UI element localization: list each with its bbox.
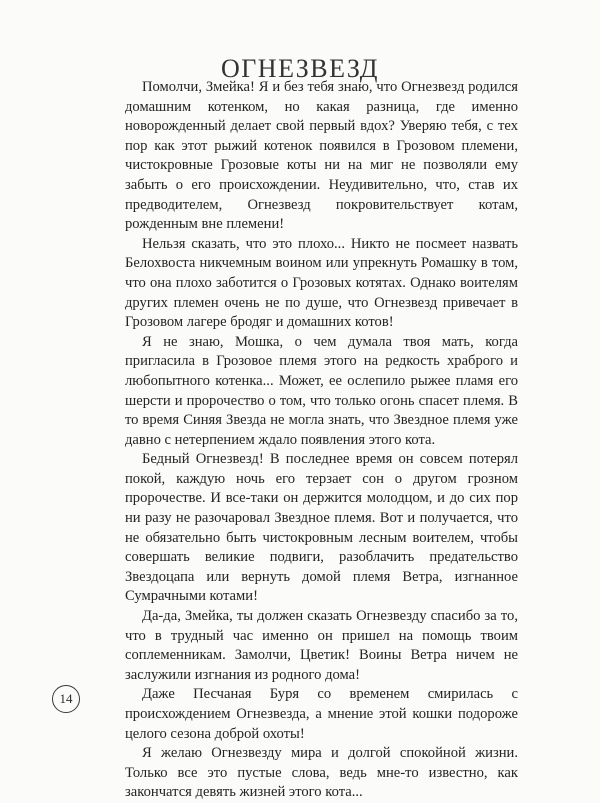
- paragraph: Я желаю Огнезвезду мира и долгой спокойной жизни. Только все это пустые слова, ведь мне-то известно, как закончатся девять жизней этого кота...: [125, 745, 518, 801]
- page-title: ОГНЕЗВЕЗД: [220, 54, 380, 84]
- paragraph: Помолчи, Змейка! Я и без тебя знаю, что Огнезвезд родился домашним котенком, но какая разница, где именно новорожденный делает свой первый вдох? Уверяю тебя, с тех пор как этот рыжий котенок появился в Грозовом племени, чистокровные Грозовые коты ни на миг не позволяли ему забыть о его происхождении. Неудивительно, что, став их предводителем, Огнезвезд покровительствует котам, рожденным вне племени!: [125, 79, 518, 233]
- paragraph: Нельзя сказать, что это плохо... Никто не посмеет назвать Белохвоста никчемным воином или упрекнуть Ромашку в том, что она плохо заботится о Грозовых котятах. Однако воителям других племен очень не по душе, что Огнезвезд привечает в Грозовом лагере бродяг и домашних котов!: [125, 235, 518, 331]
- paragraph: Бедный Огнезвезд! В последнее время он совсем потерял покой, каждую ночь его терзает сон о другом грозном пророчестве. И все-таки он держится молодцом, и до сих пор ни разу не разочаровал Звездное племя. Вот и получается, что не обязательно быть чистокровным лесным воителем, чтобы совершать великие подвиги, разоблачить предательство Звездоцапа или вернуть домой племя Ветра, изгнанное Сумрачными котами!: [125, 451, 518, 605]
- page-number: 14: [52, 685, 80, 713]
- paragraph: Даже Песчаная Буря со временем смирилась с происхождением Огнезвезда, а мнение этой кошки подороже целого сезона доброй охоты!: [125, 686, 518, 742]
- paragraph: Я не знаю, Мошка, о чем думала твоя мать, когда пригласила в Грозовое племя этого на редкость храброго и любопытного котенка... Может, ее ослепило рыжее пламя его шерсти и пророчество о том, что только огонь спасет племя. В то время Синяя Звезда не могла знать, что Звездное племя уже давно с нетерпением ждало появления этого кота.: [125, 333, 518, 448]
- body-text: [125, 78, 518, 803]
- paragraph: Да-да, Змейка, ты должен сказать Огнезвезду спасибо за то, что в трудный час именно он пришел на помощь твоим соплеменникам. Замолчи, Цветик! Воины Ветра ничем не заслужили изгнания из родного дома!: [125, 608, 518, 683]
